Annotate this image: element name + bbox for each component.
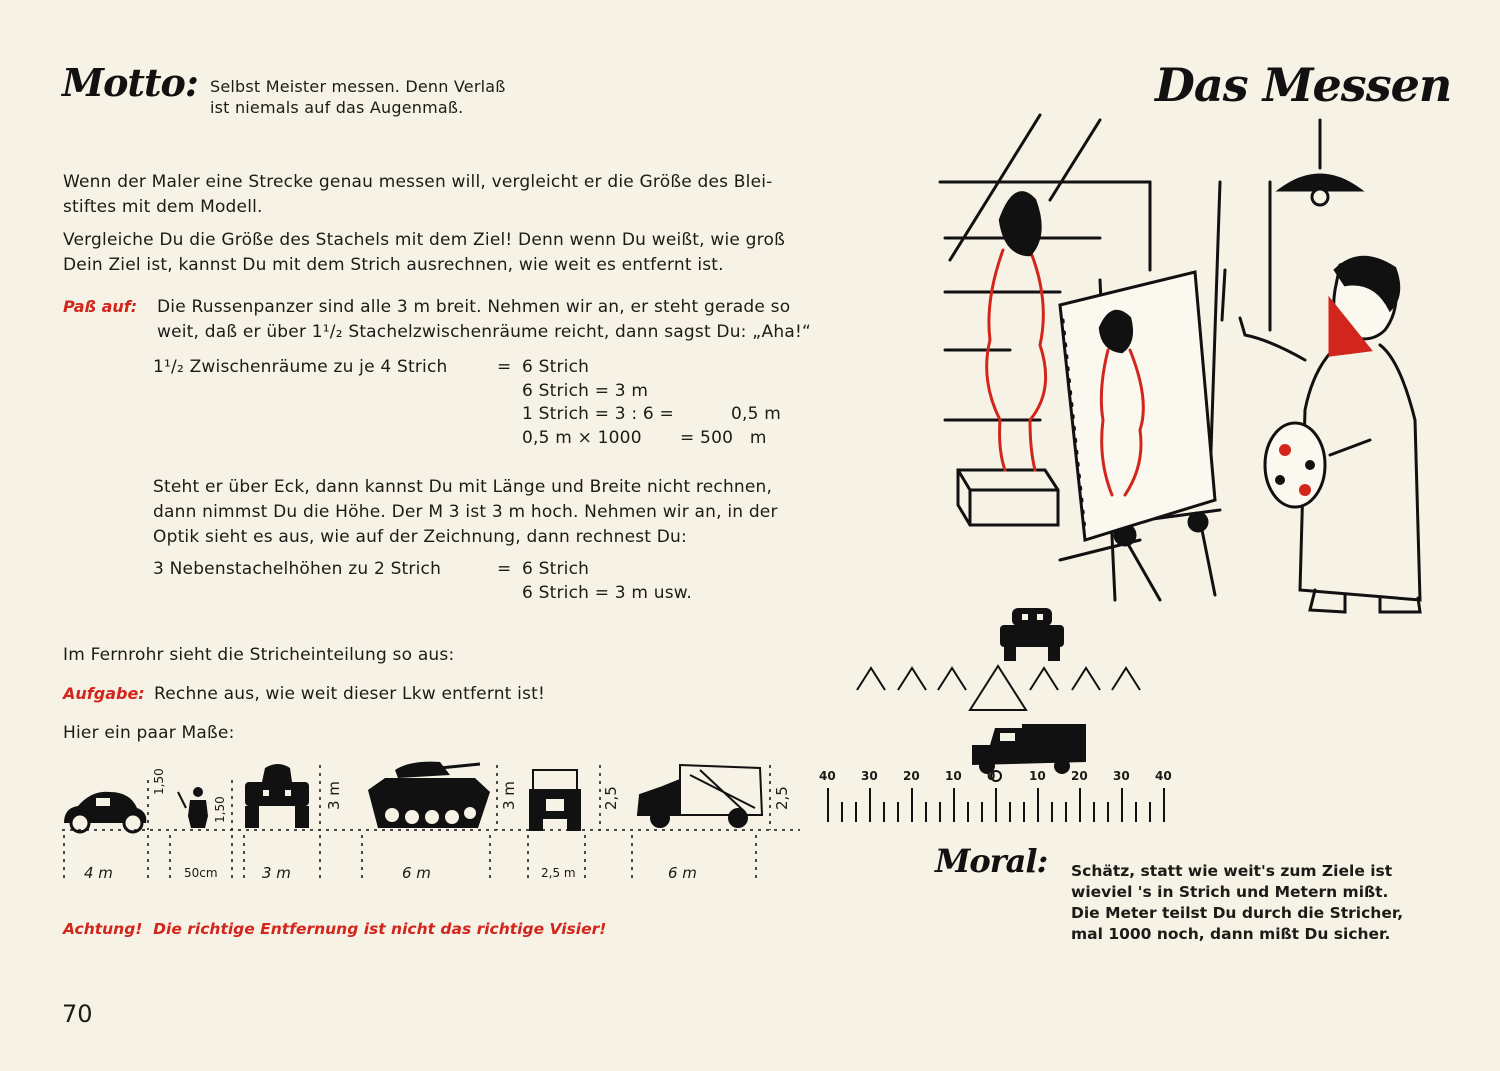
- width-label-truck-front: 2,5 m: [541, 866, 576, 880]
- calc2-row2: 6 Strich = 3 m usw.: [522, 583, 692, 603]
- aufgabe-label: Aufgabe:: [63, 684, 145, 703]
- fernrohr-text: Im Fernrohr sieht die Stricheinteilung so aus:: [63, 645, 455, 665]
- scale-label: 10: [1029, 769, 1046, 783]
- width-label-tank-front: 3 m: [262, 864, 291, 882]
- aufgabe-text: Rechne aus, wie weit dieser Lkw entfernt ist!: [154, 684, 546, 704]
- painter-scene: [940, 115, 1420, 612]
- moral-text: Schätz, statt wie weit's zum Ziele ist wieviel 's in Strich und Metern mißt. Die Meter teilst Du durch die Stricher, mal 1000 noch, dann mißt Du sicher.: [1071, 862, 1404, 943]
- achtung-warning: Achtung! Die richtige Entfernung ist nicht das richtige Visier!: [63, 920, 607, 938]
- height-label-tank-front: 3 m: [325, 781, 343, 810]
- height-label-truck-side: 2,5: [773, 786, 791, 810]
- truck-front-icon: [530, 770, 580, 830]
- calc1-row4-right: = 500 m: [680, 428, 767, 448]
- calc1-row1-right: 6 Strich: [522, 357, 590, 377]
- lkw-silhouette: [972, 724, 1086, 774]
- motto-text: Selbst Meister messen. Denn Verlaß ist niemals auf das Augenmaß.: [210, 77, 506, 117]
- calc1-row1-left: 1¹/₂ Zwischenräume zu je 4 Strich: [153, 357, 448, 377]
- masse-heading: Hier ein paar Maße:: [63, 723, 235, 743]
- soldier-icon: [178, 787, 208, 828]
- scale-label: 30: [861, 769, 878, 783]
- paragraph-3: Steht er über Eck, dann kannst Du mit Länge und Breite nicht rechnen, dann nimmst Du die Höhe. Der M 3 ist 3 m hoch. Nehmen wir an, in der Optik sieht es aus, wie auf der Zeichnung, dann rechnest Du:: [153, 477, 778, 547]
- height-label-soldier: 1,50: [213, 796, 227, 823]
- calc1-row3-right: 0,5 m: [731, 404, 781, 424]
- scale-label: 10: [945, 769, 962, 783]
- tank-front-icon: [245, 764, 309, 828]
- width-label-car: 4 m: [84, 864, 113, 882]
- scale-label: 40: [819, 769, 836, 783]
- paragraph-1: Wenn der Maler eine Strecke genau messen will, vergleicht er die Größe des Blei- stiftes mit dem Modell.: [63, 172, 773, 217]
- height-label-truck-front: 2,5: [602, 786, 620, 810]
- scale-label: 20: [903, 769, 920, 783]
- scale-label: 30: [1113, 769, 1130, 783]
- scale-label: 0: [987, 769, 996, 783]
- page-number: 70: [62, 1000, 93, 1028]
- scale-label: 20: [1071, 769, 1088, 783]
- page-title: Das Messen: [1155, 58, 1452, 112]
- pass-auf-label: Paß auf:: [63, 297, 138, 316]
- calc1-row4-left: 0,5 m × 1000: [522, 428, 642, 448]
- vehicle-row: [62, 762, 800, 880]
- calc1-row2: 6 Strich = 3 m: [522, 381, 649, 401]
- paragraph-2: Vergleiche Du die Größe des Stachels mit dem Ziel! Denn wenn Du weißt, wie groß Dein Ziel ist, kannst Du mit dem Strich ausrechnen, wie weit es entfernt ist.: [63, 230, 785, 275]
- calc1-row3-left: 1 Strich = 3 : 6 =: [522, 404, 674, 424]
- truck-side-icon: [638, 765, 762, 827]
- moral-label: Moral:: [935, 842, 1048, 880]
- motto-label: Motto:: [62, 60, 198, 105]
- height-label-tank-side: 3 m: [500, 781, 518, 810]
- reticle-tank: [1000, 608, 1064, 661]
- width-label-tank-side: 6 m: [402, 864, 431, 882]
- pass-auf-text: Die Russenpanzer sind alle 3 m breit. Nehmen wir an, er steht gerade so weit, daß er über 1¹/₂ Stachelzwischenräume reicht, dann sagst Du: „Aha!“: [157, 297, 811, 342]
- calc1-row1-eq: =: [497, 357, 512, 377]
- calc2-row1-right: 6 Strich: [522, 559, 590, 579]
- tank-side-icon: [368, 762, 490, 828]
- reticle-chevrons: [857, 666, 1140, 710]
- height-label-car: 1,50: [152, 768, 166, 795]
- calc2-row1-left: 3 Nebenstachelhöhen zu 2 Strich: [153, 559, 442, 579]
- width-label-truck-side: 6 m: [668, 864, 697, 882]
- car-icon: [64, 792, 146, 832]
- width-label-soldier: 50cm: [184, 866, 218, 880]
- scale-label: 40: [1155, 769, 1172, 783]
- calc2-row1-eq: =: [497, 559, 512, 579]
